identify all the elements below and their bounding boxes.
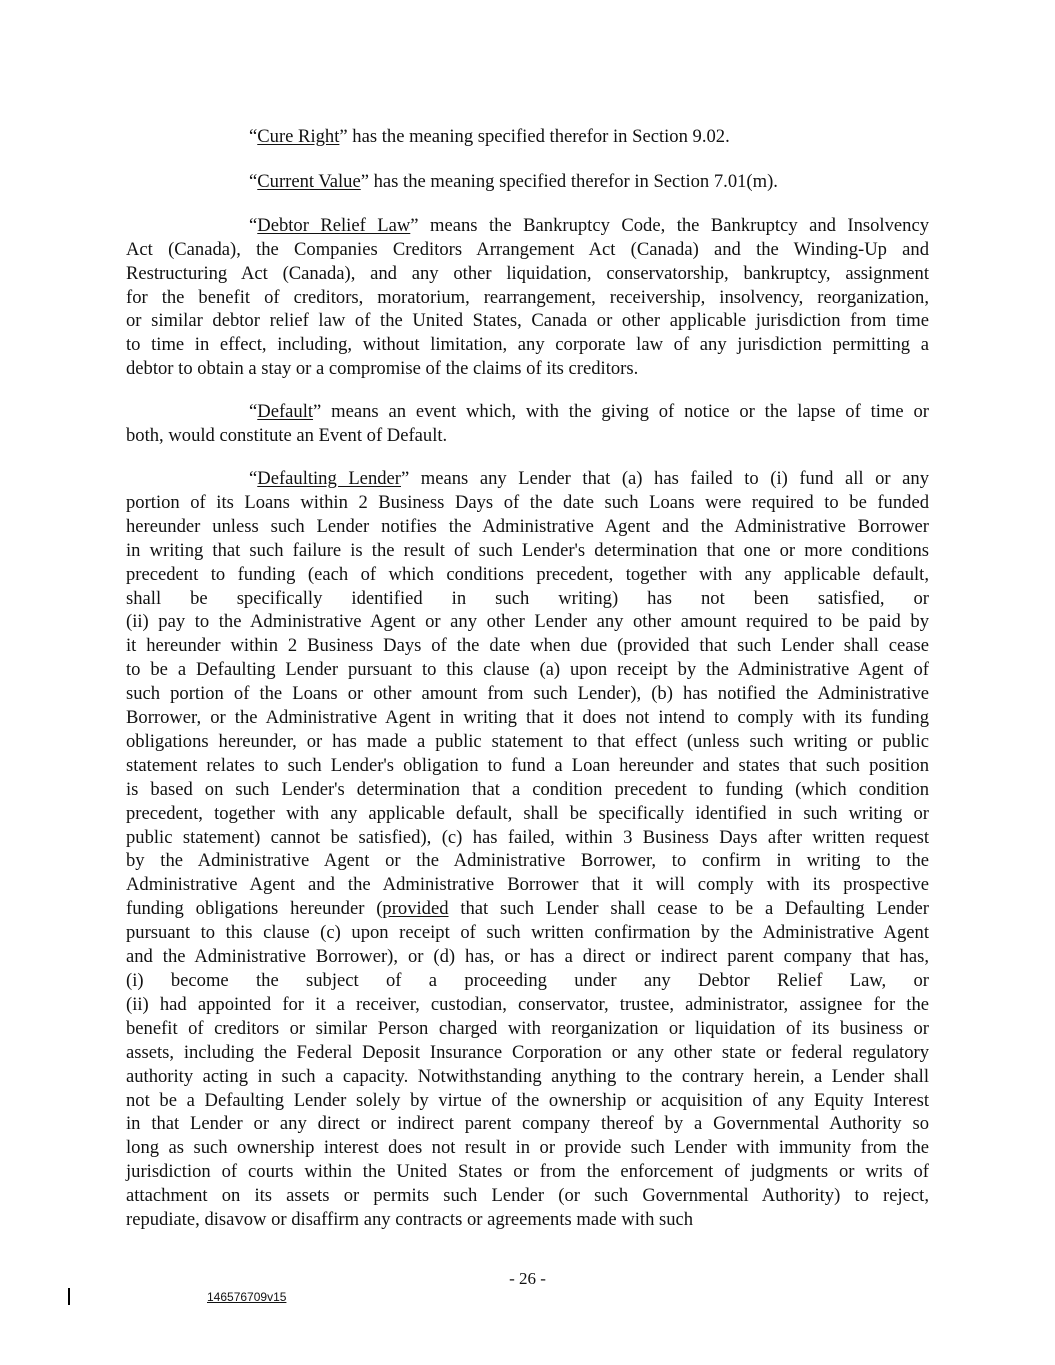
definition-line: it hereunder within 2 Business Days of the date when due (provided that such Lender shall cease bbox=[126, 635, 929, 657]
defined-term: Defaulting Lender bbox=[257, 467, 401, 489]
definition-line: precedent, together with any applicable default, shall be specifically identified in such writing or bbox=[126, 802, 929, 824]
definition-default bbox=[126, 400, 929, 448]
definition-line: authority acting in such a capacity. Notwithstanding anything to the contrary herein, a Lender shall bbox=[126, 1065, 929, 1087]
definition-cure-right bbox=[126, 125, 929, 149]
definition-text: ” means any Lender that (a) has failed to (i) fund all or any bbox=[400, 467, 930, 489]
definition-line: “Default” means an event which, with the giving of notice or the lapse of time or bbox=[249, 401, 929, 423]
definition-line: both, would constitute an Event of Default. bbox=[126, 425, 448, 447]
definition-line: or similar debtor relief law of the United States, Canada or other applicable jurisdiction from time bbox=[126, 310, 929, 332]
definition-line: jurisdiction of courts within the United States or from the enforcement of judgments or writs of bbox=[126, 1161, 929, 1183]
definition-line: by the Administrative Agent or the Administrative Borrower, to confirm in writing to the bbox=[126, 850, 929, 872]
definition-line: “Current Value” has the meaning specified therefor in Section 7.01(m). bbox=[249, 170, 778, 192]
definition-current-value bbox=[126, 170, 929, 194]
definition-line: not be a Defaulting Lender solely by virtue of the ownership or acquisition of any Equity Interest bbox=[126, 1089, 929, 1111]
definition-line: pursuant to this clause (c) upon receipt of such written confirmation by the Administrative Agent bbox=[126, 922, 929, 944]
definition-line: benefit of creditors or similar Person charged with reorganization or liquidation of its business or bbox=[126, 1017, 929, 1039]
definition-debtor-relief-law bbox=[126, 214, 929, 381]
definition-text: ” has the meaning specified therefor in Section 9.02. bbox=[339, 126, 730, 147]
defined-term: Cure Right bbox=[257, 126, 340, 147]
definition-line: is based on such Lender's determination that a condition precedent to funding (which condition bbox=[126, 778, 929, 800]
defined-term: Default bbox=[257, 401, 314, 423]
definition-line: in writing that such failure is the result of such Lender's determination that one or more conditions bbox=[126, 539, 929, 561]
definition-line: and the Administrative Borrower), or (d) has, or has a direct or indirect parent company that has, bbox=[126, 946, 929, 968]
definition-line: shall be specifically identified in such writing) has not been satisfied, or bbox=[126, 587, 929, 609]
definition-line: attachment on its assets or permits such Lender (or such Governmental Authority) to reject, bbox=[126, 1185, 929, 1207]
document-id: 146576709v15 bbox=[207, 1290, 287, 1304]
definition-line: (ii) had appointed for it a receiver, custodian, conservator, trustee, administrator, assignee for the bbox=[126, 993, 929, 1015]
definition-line: such portion of the Loans or other amount from such Lender), (b) has notified the Administrative bbox=[126, 683, 929, 705]
definition-line: obligations hereunder, or has made a public statement to that effect (unless such writing or public bbox=[126, 730, 929, 752]
definition-line: funding obligations hereunder (provided that such Lender shall cease to be a Defaulting Lender bbox=[126, 898, 929, 920]
defined-term: Debtor Relief Law bbox=[257, 214, 411, 236]
definition-line: portion of its Loans within 2 Business Days of the date such Loans were required to be funded bbox=[126, 491, 929, 513]
definition-line: to be a Defaulting Lender pursuant to this clause (a) upon receipt by the Administrative Agent of bbox=[126, 659, 929, 681]
change-bar bbox=[68, 1288, 70, 1305]
definition-text: ” means an event which, with the giving of notice or the lapse of time or bbox=[313, 401, 929, 423]
definition-line: “Cure Right” has the meaning specified therefor in Section 9.02. bbox=[249, 126, 730, 147]
definition-line: assets, including the Federal Deposit Insurance Corporation or any other state or federal regulatory bbox=[126, 1041, 929, 1063]
definition-line: debtor to obtain a stay or a compromise of the claims of its creditors. bbox=[126, 358, 639, 380]
definition-line: Act (Canada), the Companies Creditors Arrangement Act (Canada) and the Winding-Up and bbox=[126, 238, 929, 260]
definition-line: in that Lender or any direct or indirect parent company thereof by a Governmental Authority so bbox=[126, 1113, 929, 1135]
definition-line: public statement) cannot be satisfied), (c) has failed, within 3 Business Days after written request bbox=[126, 826, 929, 848]
definition-line: (ii) pay to the Administrative Agent or any other Lender any other amount required to be paid by bbox=[126, 611, 929, 633]
definition-line: long as such ownership interest does not result in or provide such Lender with immunity from the bbox=[126, 1137, 929, 1159]
definition-text: ” has the meaning specified therefor in Section 7.01(m). bbox=[360, 170, 778, 192]
definition-line: Administrative Agent and the Administrative Borrower that it will comply with its prospective bbox=[126, 874, 929, 896]
definition-line: hereunder unless such Lender notifies the Administrative Agent and the Administrative Borrower bbox=[126, 515, 929, 537]
definition-line: “Defaulting Lender” means any Lender that (a) has failed to (i) fund all or any bbox=[249, 467, 930, 489]
definition-line: precedent to funding (each of which conditions precedent, together with any applicable default, bbox=[126, 563, 929, 585]
definition-line: “Debtor Relief Law” means the Bankruptcy Code, the Bankruptcy and Insolvency bbox=[249, 214, 929, 236]
document-page bbox=[126, 125, 929, 1252]
definition-line: to time in effect, including, without limitation, any corporate law of any jurisdiction permitting a bbox=[126, 334, 929, 356]
definition-line: Borrower, or the Administrative Agent in writing that it does not intend to comply with its funding bbox=[126, 707, 929, 729]
definition-line: Restructuring Act (Canada), and any other liquidation, conservatorship, bankruptcy, assignment bbox=[126, 262, 929, 284]
definition-text: ” means the Bankruptcy Code, the Bankruptcy and Insolvency bbox=[410, 214, 929, 236]
definition-defaulting-lender bbox=[126, 467, 929, 1232]
defined-term: Current Value bbox=[257, 170, 361, 192]
definition-line: for the benefit of creditors, moratorium, rearrangement, receivership, insolvency, reorganization, bbox=[126, 286, 929, 308]
page-number: - 26 - bbox=[509, 1269, 546, 1288]
definition-line: (i) become the subject of a proceeding under any Debtor Relief Law, or bbox=[126, 970, 929, 991]
definition-line: statement relates to such Lender's obligation to fund a Loan hereunder and states that such position bbox=[126, 754, 929, 776]
definition-line: repudiate, disavow or disaffirm any contracts or agreements made with such bbox=[126, 1209, 694, 1231]
emphasized-word: provided bbox=[382, 898, 449, 920]
